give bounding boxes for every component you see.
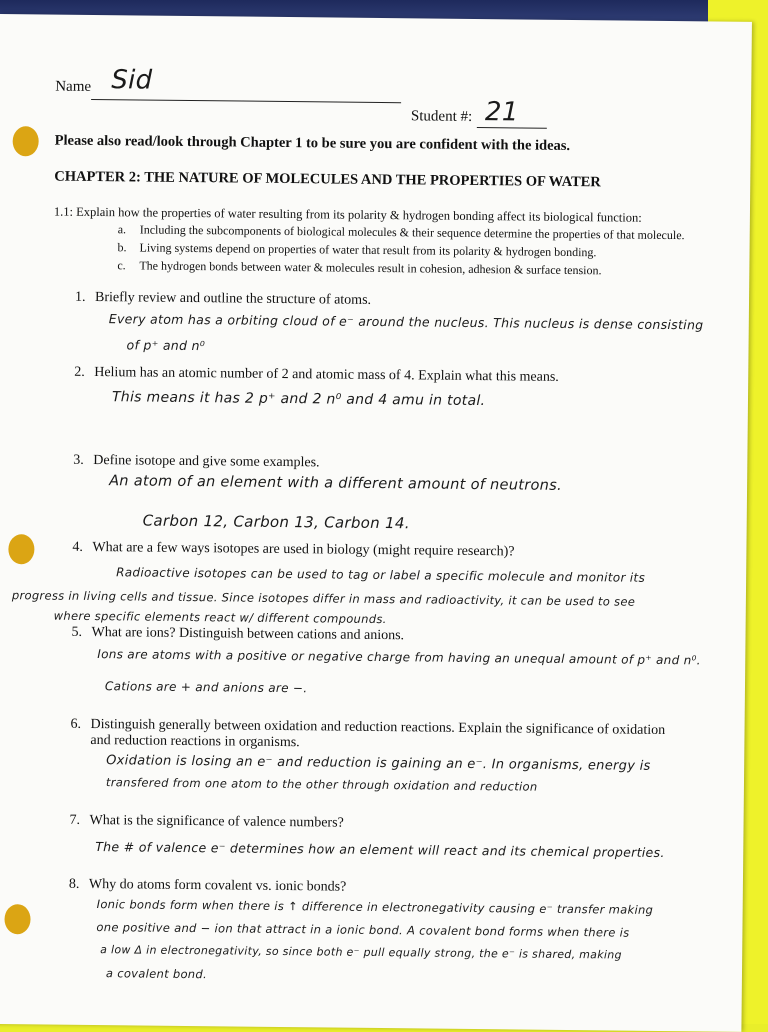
question-text: What is the significance of valence numbers? (89, 812, 344, 831)
question-number: 2. (74, 364, 85, 380)
student-number-label: Student #: (410, 108, 473, 125)
answer-line: a covalent bond. (105, 966, 208, 982)
answer-line: transfered from one atom to the other through oxidation and reduction (105, 775, 538, 794)
question-text: Briefly review and outline the structure of atoms. (94, 290, 372, 308)
question-number: 6. (70, 716, 82, 732)
answer-line: of p⁺ and n⁰ (126, 337, 206, 354)
notice-text: Please also read/look through Chapter 1 to be sure you are confident with the ideas. (54, 132, 571, 154)
question-number: 7. (69, 812, 81, 828)
question-number: 4. (72, 539, 83, 555)
objective-sub-text: The hydrogen bonds between water & molecules result in cohesion, adhesion & surface tension. (139, 258, 602, 278)
answer-line: An atom of an element with a different amount of neutrons. (109, 473, 563, 494)
answer-line: where specific elements react w/ different compounds. (53, 608, 387, 627)
answer-line: one positive and − ion that attract in a ionic bond. A covalent bond forms when there is (96, 920, 630, 940)
question-number: 8. (68, 876, 80, 892)
chapter-title: CHAPTER 2: THE NATURE OF MOLECULES AND THE PROPERTIES OF WATER (54, 168, 601, 191)
answer-line: Cations are + and anions are −. (104, 679, 308, 696)
question-text: Define isotope and give some examples. (93, 453, 320, 471)
objective-sub-text: Including the subcomponents of biological molecules & their sequence determine the properties of that molecule. (139, 222, 685, 243)
question-number: 1. (74, 289, 86, 305)
answer-line: This means it has 2 p⁺ and 2 n⁰ and 4 amu in total. (111, 389, 486, 410)
answer-line: Ionic bonds form when there is ↑ difference in electronegativity causing e⁻ transfer making (96, 897, 654, 917)
answer-line: The # of valence e⁻ determines how an element will react and its chemical properties. (95, 839, 665, 861)
objective-sub-marker: c. (117, 258, 126, 273)
answer-line: Radioactive isotopes can be used to tag or label a specific molecule and monitor its (116, 565, 646, 585)
question-number: 5. (71, 624, 83, 640)
question-text: What are ions? Distinguish between cations and anions. (91, 624, 405, 644)
question-text: What are a few ways isotopes are used in biology (might require research)? (92, 539, 515, 560)
punch-hole (13, 126, 39, 156)
objective-sub-marker: b. (117, 240, 127, 255)
name-line (91, 99, 401, 103)
objective-main: 1.1: Explain how the properties of water resulting from its polarity & hydrogen bonding affect its biological function: (53, 204, 642, 225)
student-number-value: 21 (484, 97, 519, 128)
question-text: Helium has an atomic number of 2 and atomic mass of 4. Explain what this means. (94, 365, 559, 385)
name-label: Name (55, 78, 92, 95)
question-text: Distinguish generally between oxidation and reduction reactions. Explain the significance of oxidation (90, 716, 666, 739)
worksheet-page (0, 14, 752, 1032)
answer-line: a low Δ in electronegativity, so since both e⁻ pull equally strong, the e⁻ is shared, making (100, 943, 622, 962)
punch-hole (4, 904, 30, 934)
question-text-continued: and reduction reactions in organisms. (90, 732, 300, 751)
punch-hole (8, 534, 34, 564)
answer-line: Every atom has a orbiting cloud of e⁻ around the nucleus. This nucleus is dense consisting (108, 311, 704, 333)
question-number: 3. (73, 452, 84, 468)
answer-line: Carbon 12, Carbon 13, Carbon 14. (142, 511, 410, 533)
objective-sub-text: Living systems depend on properties of water that result from its polarity & hydrogen bonding. (139, 240, 597, 260)
question-text: Why do atoms form covalent vs. ionic bonds? (88, 876, 347, 895)
answer-line: progress in living cells and tissue. Since isotopes differ in mass and radioactivity, it can be used to see (11, 588, 636, 609)
answer-line: Oxidation is losing an e⁻ and reduction is gaining an e⁻. In organisms, energy is (106, 753, 651, 774)
objective-sub-marker: a. (117, 222, 127, 237)
name-value: Sid (111, 65, 153, 96)
answer-line: Ions are atoms with a positive or negative charge from having an unequal amount of p⁺ and n⁰. (97, 647, 701, 668)
